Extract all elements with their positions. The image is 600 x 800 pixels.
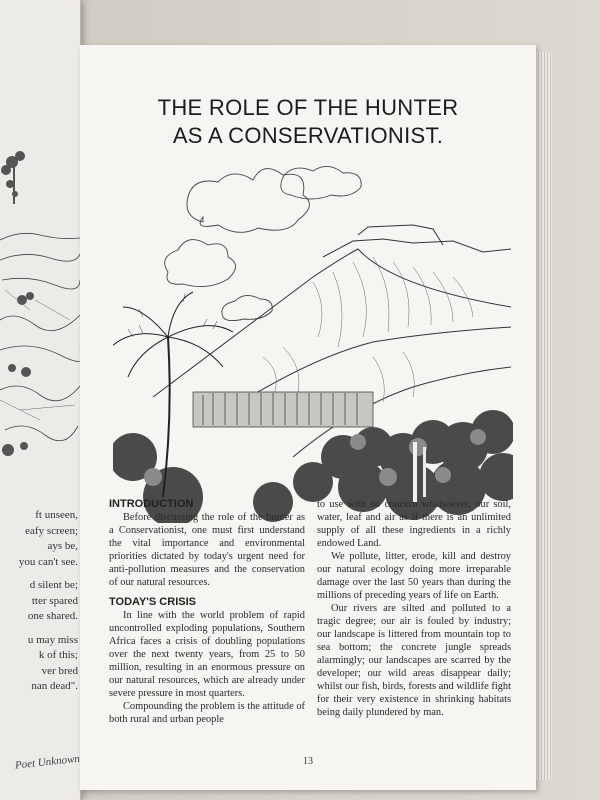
poem-line: you can't see. [18,555,78,568]
column-right [317,498,511,719]
intro-heading: INTRODUCTION [109,498,194,510]
column-left [109,498,305,726]
crisis-heading: TODAY'S CRISIS [109,596,196,608]
crisis-paragraph-2: Compounding the problem is the attitude of both rural and urban people [109,701,305,725]
poem-line: ft unseen, [35,509,78,521]
article-title-line2: AS A CONSERVATIONIST. [172,123,444,148]
intro-paragraph: Before discussing the role of the hunter as a Conservationist, one must first understand the vital importance and environmental priorities dictated by today's urgent need for anti-pollution measures and the conservation of our natural resources. [109,512,305,588]
continuation-paragraph: to use with no concern whatsoever, our soil, water, leaf and air as if there is an unlimited supply of all these ingredients in a richly endowed Land. [317,499,511,549]
pollute-paragraph: We pollute, litter, erode, kill and destroy our natural ecology doing more irreparable damage over the last 50 years than during the millions of preceding years of life on Earth. [317,551,511,601]
left-page-illustration [0,150,80,460]
poem-line: u may miss [27,633,78,646]
poem-line: tter spared [31,594,78,607]
poem-line: eafy screen; [25,524,78,537]
landscape-illustration [113,157,513,523]
poem-line: one shared. [27,610,78,622]
poem-line: d silent be; [29,579,78,591]
poem-credit: Poet Unknown [14,752,81,772]
crisis-paragraph: In line with the world problem of rapid uncontrolled exploding populations, Southern Africa faces a crisis of doubling populations over the next twenty years, from 25 to 50 million, resulting in an enormous pressure on our natural resources, which are already under severe pressure in most quarters. [109,610,305,699]
rivers-paragraph: Our rivers are silted and polluted to a tragic degree; our air is fouled by industry; our landscape is littered from mountain top to sea bottom; the concrete jungle spreads alarmingly; our landscapes are scarred by the developer; our wild areas disappear daily; whilst our fish, birds, forests and wildlife fight for their very existence in shrinking habitats being daily plundered by man. [317,603,511,718]
article-title-line1: THE ROLE OF THE HUNTER [157,95,459,120]
poem-line: ays be, [47,540,78,552]
page-number: 13 [303,756,313,767]
article-page [80,45,536,790]
poem-line: ver bred [41,664,78,677]
poem-fragments [0,508,80,695]
left-page [0,0,81,800]
poem-line: k of this; [38,649,78,661]
poem-line: nan dead". [31,680,78,692]
